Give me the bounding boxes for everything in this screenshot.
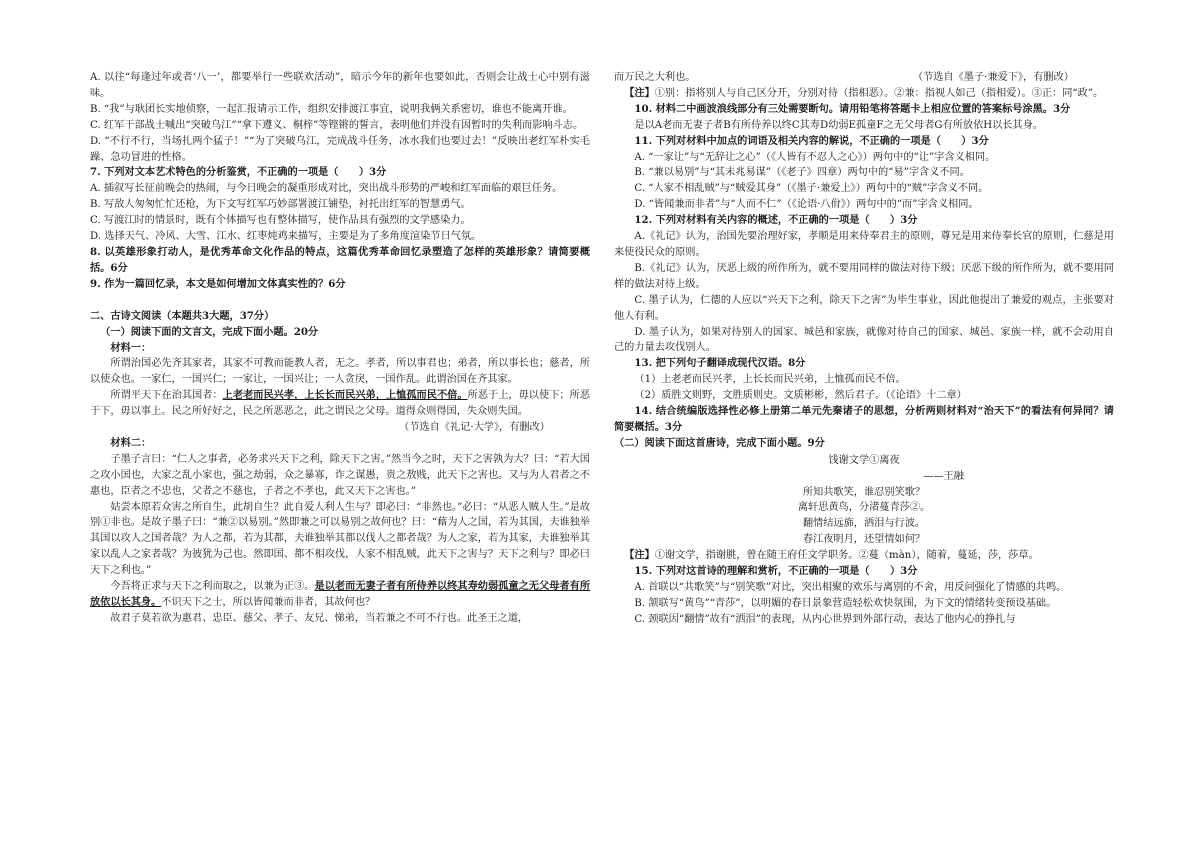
q6-option-b: B. “我”与耿团长实地侦察，一起汇报请示工作，组织安排渡江事宜，说明我俩关系密切，谁也不能离开谁。 [90,103,573,115]
spacer [90,293,590,309]
note-label: 【注】 [624,86,655,99]
question-10: 10. 材料二中画波浪线部分有三处需要断句。请用铅笔将答题卡上相应位置的答案标号涂黑。3分 [634,102,1071,115]
poem-line-2: 离轩思黄鸟，分渚蔓青莎②。 [797,502,931,514]
q15-option-c: C. 颈联因“翻情”故有“洒泪”的表现，从内心世界到外部行动，表达了他内心的挣扎与 [634,613,1016,625]
poem-title: 饯谢文学①离夜 [828,454,900,466]
q15-option-a: A. 首联以“共歌笑”与“别笑歌”对比，突出相聚的欢乐与离别的不舍，用反问强化了情感的共鸣。 [634,582,1067,593]
q15-option-b: B. 颔联写“黄鸟”“青莎”，以明媚的春日景象营造轻松欢快氛围，为下文的情绪转变预设基础。 [634,597,1057,609]
m1-p2-start: 所谓平天下在治其国者： [110,390,223,402]
poem-line-3: 翻情结远旆，洒泪与行波。 [802,518,926,530]
question-8: 8. 以英雄形象打动人，是优秀革命文化作品的特点，这篇优秀革命回忆录塑造了怎样的英雄形象？请简要概括。6分 [90,245,590,274]
q10-sentence: 是以A老而无妻子者B有所侍养以终C其寿D幼弱E孤童F之无父母者G有所放依H以长其身。 [634,119,1044,131]
subsection-1-heading: （一）阅读下面的文言文，完成下面小题。20分 [100,325,319,338]
question-15: 15. 下列对这首诗的理解和赏析，不正确的一项是（ ）3分 [634,565,918,578]
q11-option-a: A. “一家让”与“无辞让之心”（《人皆有不忍人之心》）两句中的“让”字含义相同。 [634,151,996,163]
q7-option-d: D. 选择天气、冷风、大雪、江水、红枣炖鸡来描写，主要是为了多角度渲染节日气氛。 [90,231,482,243]
m1-p2-underlined: 上老老而民兴孝，上长长而民兴弟，上恤孤而民不倍。 [222,389,468,402]
question-11: 11. 下列对材料中加点的词语及相关内容的解说，不正确的一项是（ ）3分 [634,134,989,147]
q11-option-c: C. “人家不相乱贼”与“贼爱其身”（《墨子·兼爱上》）两句中的“贼”字含义不同。 [634,183,989,195]
q7-option-a: A. 插叙写长征前晚会的热闹，与今日晚会的凝重形成对比，突出战斗形势的严峻和红军面临的艰巨任务。 [90,183,563,195]
material-1-para-1: 所谓治国必先齐其家者，其家不可教而能教人者，无之。孝者，所以事君也；弟者，所以事长也；慈者，所以使众也。一家仁，一国兴仁；一家让，一国兴让；一人贪戾，一国作乱。此谓治国在齐其家。 [90,358,590,386]
note-text: ①别：指将别人与自己区分开，分别对待（指相恶）。②兼：指视人如己（指相爱）。③正：同“政”。 [654,87,1104,99]
material-2-note [614,86,1114,102]
material-2-title: 材料二： [110,436,152,449]
question-13: 13. 把下列句子翻译成现代汉语。8分 [634,357,806,370]
poem-note-text: ①谢文学，指谢朓，曾在随王府任文学职务。②蔓（màn），随着，蔓延，莎，莎草。 [654,550,1039,562]
material-2-ending [614,70,1114,86]
material-2-para-4: 故君子莫若欲为惠君、忠臣、慈父、孝子、友兄、悌弟，当若兼之不可不行也。此圣王之道， [110,612,529,624]
q7-option-b: B. 写敌人匆匆忙忙还枪，为下文写红军巧妙部署渡江铺垫，衬托出红军的智慧勇气。 [90,199,471,211]
q6-option-c: C. 红军干部战士喊出“突破乌江”“拿下遵义、桐梓”等铿锵的誓言，表明他们并没有因暂时的失利而影响斗志。 [90,119,584,131]
q13-item-2: （2）质胜文则野，文胜质则史。文质彬彬，然后君子。（《论语》十二章） [634,390,967,402]
question-9: 9. 作为一篇回忆录，本文是如何增加文体真实性的？6分 [90,277,346,290]
m2-p3-end: 不识天下之士，所以皆闻兼而非者，其故何也？ [161,597,376,608]
m2-p3-wavy: 是以老而无妻子者有所侍养以终其寿幼弱孤童之无父母者有所放依以长其身。 [90,580,591,608]
q6-option-a: A. 以往“每逢过年或者‘八一’，都要举行一些联欢活动”，暗示今年的新年也要如此，否则会让战士心中别有滋味。 [90,72,590,99]
q7-option-c: C. 写渡江时的情景时，既有个体描写也有整体描写，使作品具有强烈的文学感染力。 [90,215,471,227]
material-2-para-2: 姑尝本原若众害之所自生，此胡自生？此自爱人利人生与？即必曰：“非然也。”必曰：“从恶人贼人生。”是故别①非也。是故子墨子曰：“兼②以易别。”然即兼之可以易别之故何也？曰：“藉为人之国，若为其国，夫谁独举其国以攻人之国者哉？为人之都，若为其都，夫谁独举其都以伐人之都者哉？为人之家，若为其家，夫谁独举其家以乱人之家者哉？为彼犹为己也。然即国、都不相攻伐，人家不相乱贼，此天下之害与？天下之利与？即必曰天下之利也。” [90,501,590,577]
subsection-2-heading: （二）阅读下面这首唐诗，完成下面小题。9分 [614,436,825,449]
q13-item-1: （1）上老老而民兴孝，上长长而民兴弟，上恤孤而民不倍。 [634,374,906,386]
poem-line-4: 春江夜明月，还望情如何？ [802,534,926,546]
material-2-para-3 [90,579,590,611]
question-12: 12. 下列对材料有关内容的概述，不正确的一项是（ ）3分 [634,214,918,227]
right-column [614,70,1114,628]
q11-option-b: B. “兼以易别”与“其未兆易谋”（《老子》四章）两句中的“易”字含义不同。 [634,167,970,179]
question-14: 14. 结合统编版选择性必修上册第二单元先秦诸子的思想，分析两则材料对“治天下”的看法有何异同？请简要概括。3分 [614,405,1114,433]
m2-p3-start: 今吾将正求与天下之利而取之，以兼为正③。 [110,581,315,593]
section-2-heading: 二、古诗文阅读（本题共3大题，37分） [90,309,275,322]
q11-option-d: D. “皆闻兼而非者”与“人而不仁”（《论语·八佾》）两句中的“而”字含义相同。 [634,199,979,211]
material-2-source: （节选自《墨子·兼爱下》，有删改） [912,72,1074,83]
left-column [90,70,590,627]
poem-note [614,548,1114,564]
material-1-para-2 [90,388,590,420]
q6-option-d: D. “不行不行，当场扎两个猛子！”“为了突破乌江，完成战斗任务，冰水我们也要过去！”反映出老红军朴实毛躁、急功冒进的性格。 [90,135,590,163]
m1-p2-end: 所恶于上，毋以使下；所恶于下，毋以事上。民之所好好之，民之所恶恶之，此之谓民之父母。道得众则得国，失众则失国。 [90,390,591,418]
poem-note-label: 【注】 [624,549,655,562]
question-7: 7. 下列对文本艺术特色的分析鉴赏，不正确的一项是（ ）3分 [90,166,387,179]
q12-option-d: D. 墨子认为，如果对待别人的国家、城邑和家族，就像对待自己的国家、城邑、家族一样，就不会动用自己的力量去攻伐别人。 [614,326,1114,354]
q12-option-c: C. 墨子认为，仁德的人应以“兴天下之利，除天下之害”为毕生事业，因此他提出了兼爱的观点，主张要对他人有利。 [614,294,1114,322]
poem-line-1: 所知共歌笑，谁忍别笑歌？ [802,486,926,498]
m2-end-text: 而万民之大利也。 [614,72,696,83]
material-1-title: 材料一： [110,341,152,354]
q12-option-a: A.《礼记》认为，治国先要治理好家，孝顺是用来侍奉君主的原则，尊兄是用来侍奉长官的原则，仁慈是用来使役民众的原则。 [614,231,1114,258]
q12-option-b: B.《礼记》认为，厌恶上级的所作所为，就不要用同样的做法对待下级；厌恶下级的所作所为，就不要用同样的做法对待上级。 [614,262,1114,290]
material-1-source: （节选自《礼记·大学》，有删改） [399,422,550,434]
poem-author: ——王融 [923,470,964,482]
material-2-para-1: 子墨子言曰：“仁人之事者，必务求兴天下之利，除天下之害。”然当今之时，天下之害孰为大？曰：“若大国之攻小国也，大家之乱小家也，强之劫弱，众之暴寡，诈之谋愚，贵之敖贱，此天下之害也。又与为人君者之不惠也，臣者之不忠也，父者之不慈也，子者之不孝也，此又天下之害也。” [90,453,590,497]
